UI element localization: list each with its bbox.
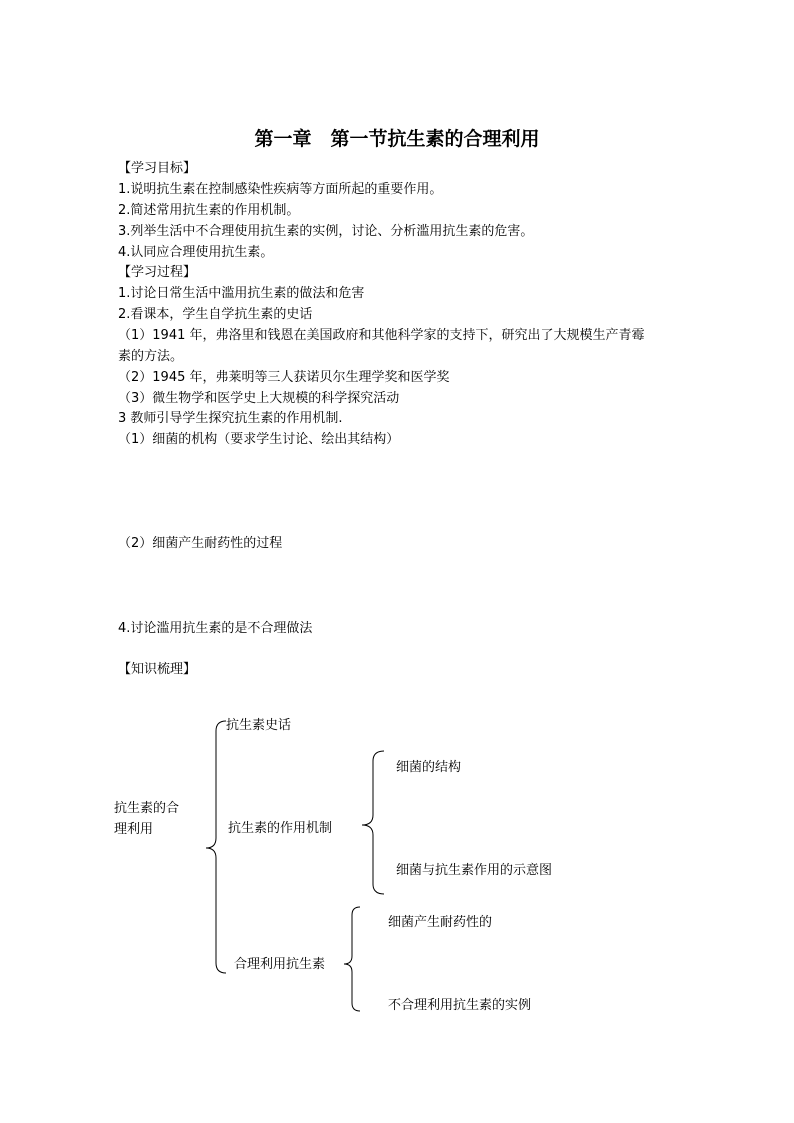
process-heading: 【学习过程】 — [118, 265, 197, 280]
knowledge-heading: 【知识梳理】 — [118, 662, 197, 677]
mindmap-mechanism-brace — [356, 750, 386, 896]
process-item-2-3: （3）微生物学和医学史上大规模的科学探究活动 — [118, 391, 400, 406]
process-item-2: 2.看课本，学生自学抗生素的史话 — [118, 307, 313, 322]
process-item-3: 3 教师引导学生探究抗生素的作用机制. — [118, 411, 343, 426]
mindmap-branch-history: 抗生素史话 — [226, 718, 292, 733]
objectives-heading: 【学习目标】 — [118, 161, 197, 176]
page-title: 第一章 第一节抗生素的合理利用 — [254, 128, 540, 150]
process-item-1: 1.讨论日常生活中滥用抗生素的做法和危害 — [118, 286, 365, 301]
objective-item-4: 4.认同应合理使用抗生素。 — [118, 245, 274, 260]
mindmap-branch-rational: 合理利用抗生素 — [234, 957, 326, 972]
process-item-3-1: （1）细菌的机构（要求学生讨论、绘出其结构） — [118, 432, 400, 447]
process-item-2-2: （2）1945 年，弗莱明等三人获诺贝尔生理学奖和医学奖 — [118, 370, 450, 385]
mindmap-main-brace — [200, 720, 230, 974]
objective-item-2: 2.简述常用抗生素的作用机制。 — [118, 203, 300, 218]
mindmap-branch-mechanism: 抗生素的作用机制 — [228, 821, 333, 836]
objective-item-3: 3.列举生活中不合理使用抗生素的实例，讨论、分析滥用抗生素的危害。 — [118, 224, 534, 239]
mindmap-leaf-diagram: 细菌与抗生素作用的示意图 — [396, 863, 553, 878]
process-item-4: 4.讨论滥用抗生素的是不合理做法 — [118, 621, 313, 636]
process-item-2-1: （1）1941 年，弗洛里和钱恩在美国政府和其他科学家的支持下，研究出了大规模生产青霉 — [118, 328, 645, 343]
mindmap-root-line-2: 理利用 — [114, 822, 154, 837]
process-item-2-1-cont: 素的方法。 — [118, 349, 184, 364]
mindmap-leaf-resistance: 细菌产生耐药性的 — [388, 915, 493, 930]
process-item-3-2: （2）细菌产生耐药性的过程 — [118, 536, 283, 551]
mindmap-rational-brace — [340, 906, 370, 1014]
objective-item-1: 1.说明抗生素在控制感染性疾病等方面所起的重要作用。 — [118, 182, 443, 197]
mindmap-leaf-examples: 不合理利用抗生素的实例 — [388, 998, 532, 1013]
mindmap-leaf-structure: 细菌的结构 — [396, 760, 462, 775]
mindmap-root-line-1: 抗生素的合 — [114, 801, 180, 816]
